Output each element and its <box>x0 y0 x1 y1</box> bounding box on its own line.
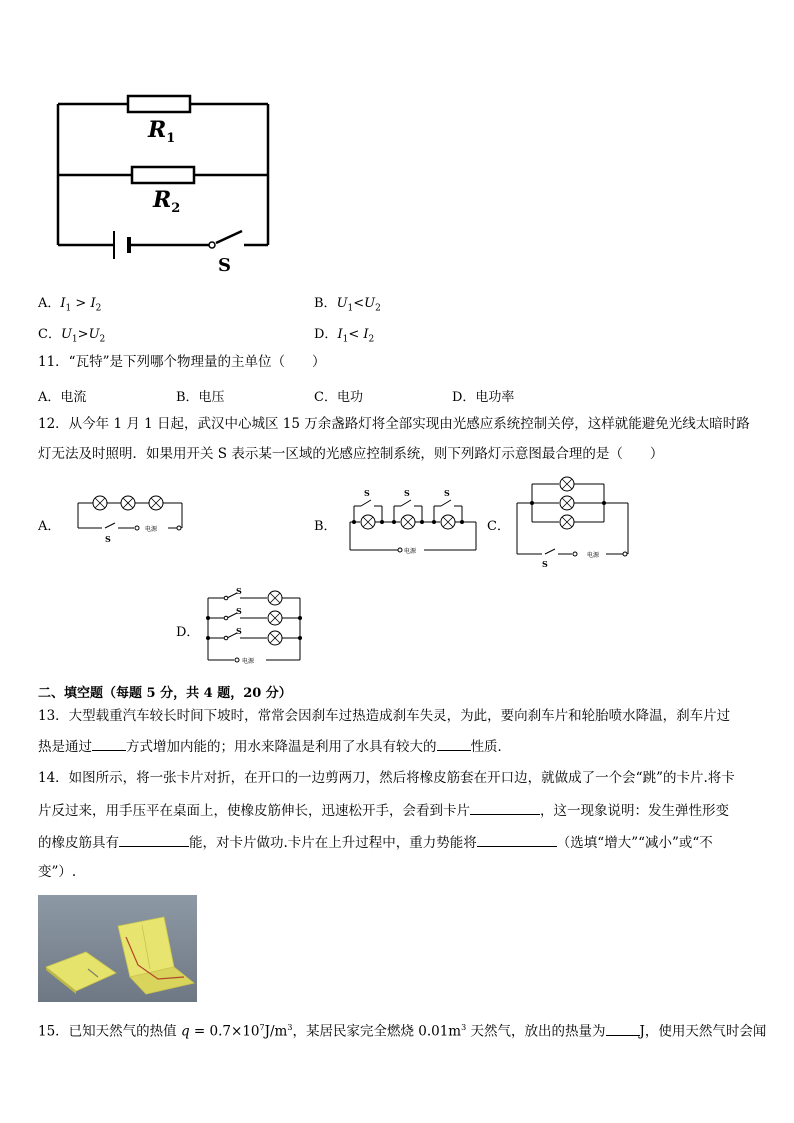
q12-diagram-d <box>200 584 310 668</box>
q12-c-switch-label: S <box>542 559 548 569</box>
q14-line2: 片反过来，用手压平在桌面上，使橡皮筋伸长，迅速松开手，会看到卡片 ，这一现象说明：发生弹性形变 <box>38 800 729 821</box>
q12-diagram-c <box>512 470 636 570</box>
q10-option-c: C．$U_1>U_2$ <box>38 327 106 345</box>
q14-blank-3[interactable] <box>477 832 557 847</box>
q15-line1: 15．已知天然气的热值 $q = 0.7\times 10^7J/m^3$，某居民家完全燃烧 $0.01m^3$ 天然气，放出的热量为 J，使用天然气时会闻 <box>38 1018 766 1042</box>
svg-text:S: S <box>404 488 410 498</box>
circuit-diagram-q10 <box>50 85 280 280</box>
q10-option-d: D．$I_1< I_2$ <box>314 327 375 345</box>
q10-option-a: A．$I_1 > I_2$ <box>38 296 102 314</box>
q13-blank-1[interactable] <box>92 736 126 751</box>
q11-option-a: A．电流 <box>38 390 87 405</box>
q12-option-b-letter: B． <box>314 519 337 534</box>
q14-line1: 14．如图所示，将一张卡片对折，在开口的一边剪两刀，然后将橡皮筋套在开口边，就做成了一个会“跳”的卡片.将卡 <box>38 770 735 786</box>
q14-line4: 变”）. <box>38 864 77 880</box>
q11-stem: 11．“瓦特”是下列哪个物理量的主单位（ ） <box>38 354 326 370</box>
switch-label: S <box>218 255 231 276</box>
section-title: 二、填空题（每题 5 分，共 4 题，20 分） <box>38 686 292 701</box>
q12-option-d-letter: D． <box>176 625 200 640</box>
q12-stem-line1: 12．从今年 1 月 1 日起，武汉中心城区 15 万余盏路灯将全部实现由光感应系统控制关停，这样就能避免光线太暗时路 <box>38 416 750 432</box>
q15-blank-1[interactable] <box>606 1021 640 1036</box>
q12-a-power-label: 电源 <box>145 526 158 533</box>
svg-text:S: S <box>236 606 242 616</box>
q12-stem-line2: 灯无法及时照明．如果用开关 S 表示某一区域的光感应控制系统，则下列路灯示意图最合理的是（ ） <box>38 446 664 462</box>
q12-a-switch-label: S <box>105 534 111 544</box>
q12-c-power-label: 电源 <box>587 552 600 559</box>
q11-option-b: B．电压 <box>176 390 225 405</box>
q14-blank-1[interactable] <box>470 800 540 815</box>
svg-text:R1: $R_1$ <box>148 117 176 146</box>
r1-label: R <box>148 117 167 143</box>
r2-label: R <box>153 187 172 213</box>
q10-option-b: B．$U_1<U_2$ <box>314 296 381 314</box>
q11-option-d: D．电功率 <box>452 390 515 405</box>
q13-line2: 热是通过 方式增加内能的；用水来降温是利用了水具有较大的 性质． <box>38 736 511 757</box>
q12-diagram-b <box>344 482 484 558</box>
svg-text:S: S <box>444 488 450 498</box>
q14-blank-2[interactable] <box>119 832 189 847</box>
q12-d-power-label: 电源 <box>242 658 255 665</box>
svg-text:S: S <box>364 488 370 498</box>
q11-option-c: C．电功 <box>314 390 363 405</box>
q13-blank-2[interactable] <box>437 736 471 751</box>
svg-text:S: S <box>236 626 242 636</box>
card-photo <box>38 895 197 1002</box>
svg-text:S: S <box>236 586 242 596</box>
q13-line1: 13．大型载重汽车较长时间下坡时，常常会因刹车过热造成刹车失灵，为此，要向刹车片和轮胎喷水降温，刹车片过 <box>38 708 731 724</box>
q12-option-a-letter: A． <box>38 519 61 534</box>
q12-option-c-letter: C． <box>487 519 510 534</box>
svg-text:R2: $R_2$ <box>153 187 181 216</box>
q12-b-power-label: 电源 <box>404 548 417 555</box>
q14-line3: 的橡皮筋具有 能，对卡片做功.卡片在上升过程中，重力势能将 （选填“增大”“减小”或“不 <box>38 832 713 853</box>
q12-diagram-a <box>72 490 192 550</box>
